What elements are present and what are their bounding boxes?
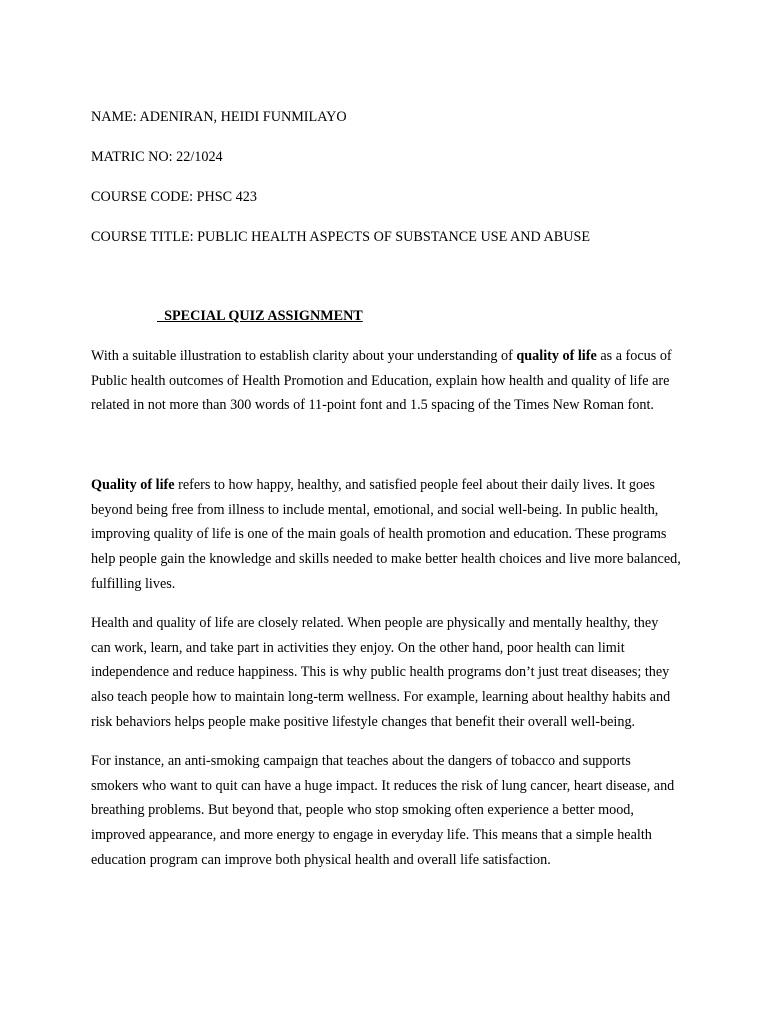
answer-term-bold: Quality of life xyxy=(91,477,175,493)
answer-paragraph-1 xyxy=(91,473,681,597)
answer-paragraph-1-text: refers to how happy, healthy, and satisfied people feel about their daily lives. It goes beyond being free from illness to include mental, emotional, and social well-being. In public health, improving quality of life is one of the main goals of health promotion and education. These programs help people gain the knowledge and skills needed to make better health choices and live more balanced, fulfilling lives. xyxy=(91,477,681,592)
course-code: COURSE CODE: PHSC 423 xyxy=(91,189,257,205)
matric-number: MATRIC NO: 22/1024 xyxy=(91,149,223,165)
assignment-question xyxy=(91,344,681,418)
assignment-heading: SPECIAL QUIZ ASSIGNMENT xyxy=(157,308,363,324)
question-text-end: as a focus of Public health outcomes of Health Promotion and Education, explain how health and quality of life are related in not more than 300 words of 11-point font and 1.5 spacing of the Times New Roman font. xyxy=(91,348,672,414)
answer-paragraph-3: For instance, an anti-smoking campaign that teaches about the dangers of tobacco and supports smokers who want to quit can have a huge impact. It reduces the risk of lung cancer, heart disease, and breathing problems. But beyond that, people who stop smoking often experience a better mood, improved appearance, and more energy to engage in everyday life. This means that a simple health education program can improve both physical health and overall life satisfaction. xyxy=(91,753,675,868)
course-title: COURSE TITLE: PUBLIC HEALTH ASPECTS OF SUBSTANCE USE AND ABUSE xyxy=(91,229,591,245)
answer-paragraph-2: Health and quality of life are closely related. When people are physically and mentally healthy, they can work, learn, and take part in activities they enjoy. On the other hand, poor health can limit independence and reduce happiness. This is why public health programs don’t just treat diseases; they also teach people how to maintain long-term wellness. For example, learning about healthy habits and risk behaviors helps people make positive lifestyle changes that benefit their overall well-being. xyxy=(91,615,671,730)
student-name: NAME: ADENIRAN, HEIDI FUNMILAYO xyxy=(91,109,347,125)
question-text-start: With a suitable illustration to establish clarity about your understanding of xyxy=(91,348,517,364)
question-text-bold: quality of life xyxy=(516,348,597,364)
